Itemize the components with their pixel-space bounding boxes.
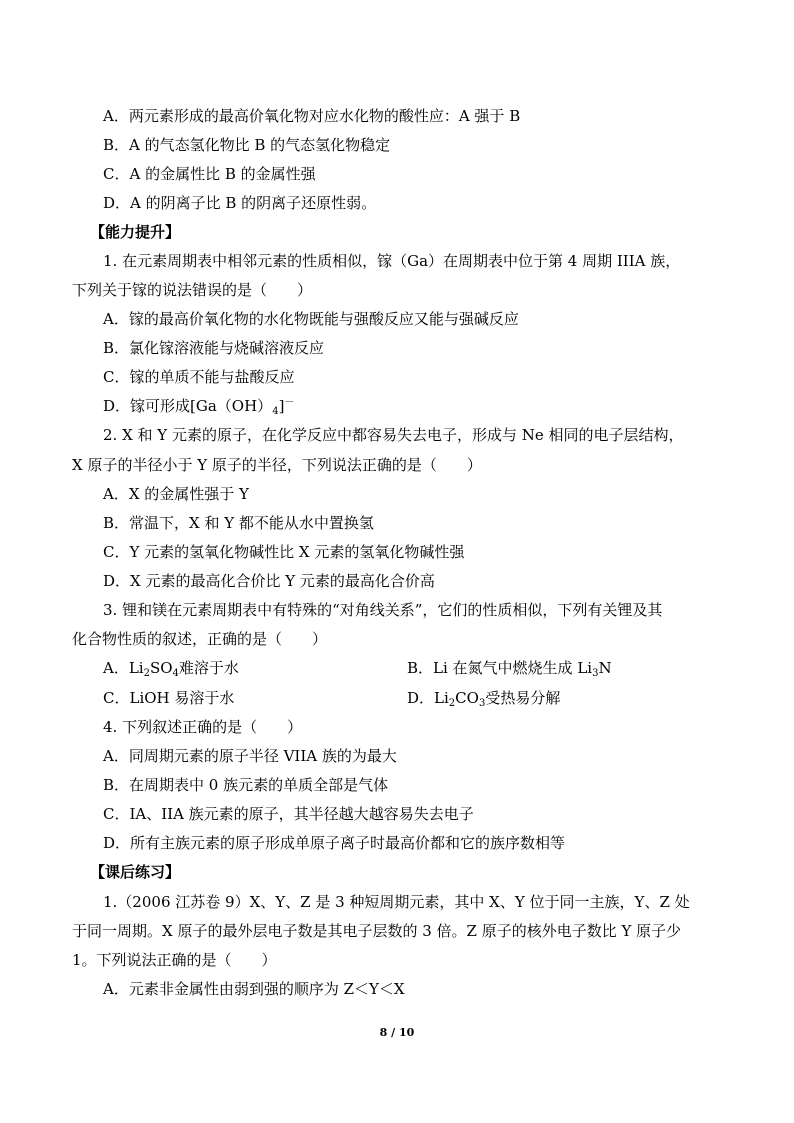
page-number: 8 / 10 — [379, 1026, 415, 1039]
q3-stem-line2: 化合物性质的叙述，正确的是（ ） — [72, 630, 328, 648]
prev-option-d: D．A 的阴离子比 B 的阴离子还原性弱。 — [103, 194, 377, 212]
q1-option-d: D．镓可形成$[Ga(OH)_4]^-$ — [103, 397, 295, 417]
q1-option-a: A．镓的最高价氧化物的水化物既能与强酸反应又能与强碱反应 — [103, 310, 519, 328]
q2-option-b: B．常温下，X 和 Y 都不能从水中置换氢 — [103, 514, 374, 532]
q1-stem-line2: 下列关于镓的说法错误的是（ ） — [72, 281, 313, 299]
q2-option-c: C．Y 元素的氢氧化物碱性比 X 元素的氢氧化物碱性强 — [103, 543, 465, 561]
q3-stem-line1: 3. 锂和镁在元素周期表中有特殊的“对角线关系”，它们的性质相似，下列有关锂及其 — [103, 601, 663, 619]
h1-stem-line2: 于同一周期。X 原子的最外层电子数是其电子层数的 3 倍。Z 原子的核外电子数比 Y 原子少 — [72, 922, 682, 940]
section-heading-after-class: 【课后练习】 — [90, 863, 181, 881]
q2-option-d: D．X 元素的最高化合价比 Y 元素的最高化合价高 — [103, 572, 435, 590]
q3-option-c: C．LiOH 易溶于水 — [103, 689, 235, 707]
q4-option-d: D．所有主族元素的原子形成单原子离子时最高价都和它的族序数相等 — [103, 834, 566, 852]
section-heading-ability: 【能力提升】 — [90, 223, 181, 241]
q4-option-b: B．在周期表中 0 族元素的单质全部是气体 — [103, 776, 389, 794]
q3-option-b: B．Li 在氮气中燃烧生成 $Li_3N$ — [407, 659, 612, 679]
h1-option-a: A．元素非金属性由弱到强的顺序为 Z＜Y＜X — [103, 980, 405, 998]
q2-option-a: A．X 的金属性强于 Y — [103, 485, 249, 503]
q3-option-a: A．$Li_2SO_4$难溶于水 — [103, 659, 239, 679]
q2-stem-line1: 2. X 和 Y 元素的原子，在化学反应中都容易失去电子，形成与 Ne 相同的电子层结构， — [103, 426, 684, 444]
h1-stem-line1: 1.（2006 江苏卷 9）X、Y、Z 是 3 种短周期元素，其中 X、Y 位于同一主族，Y、Z 处 — [103, 893, 690, 911]
q4-option-c: C．IA、IIA 族元素的原子，其半径越大越容易失去电子 — [103, 805, 474, 823]
q4-option-a: A．同周期元素的原子半径 VIIA 族的为最大 — [103, 747, 397, 765]
q4-stem: 4. 下列叙述正确的是（ ） — [103, 718, 303, 736]
prev-option-c: C．A 的金属性比 B 的金属性强 — [103, 165, 316, 183]
q1-stem-line1: 1. 在元素周期表中相邻元素的性质相似，镓（Ga）在周期表中位于第 4 周期 IIIA 族， — [103, 252, 681, 270]
h1-stem-line3: 1。下列说法正确的是（ ） — [72, 951, 277, 969]
q3-option-d: D．$Li_2CO_3$受热易分解 — [407, 689, 561, 709]
prev-option-a: A．两元素形成的最高价氧化物对应水化物的酸性应：A 强于 B — [103, 107, 521, 125]
q2-stem-line2: X 原子的半径小于 Y 原子的半径，下列说法正确的是（ ） — [72, 456, 482, 474]
q1-option-c: C．镓的单质不能与盐酸反应 — [103, 368, 295, 386]
prev-option-b: B．A 的气态氢化物比 B 的气态氢化物稳定 — [103, 136, 391, 154]
q1-option-b: B．氯化镓溶液能与烧碱溶液反应 — [103, 339, 325, 357]
